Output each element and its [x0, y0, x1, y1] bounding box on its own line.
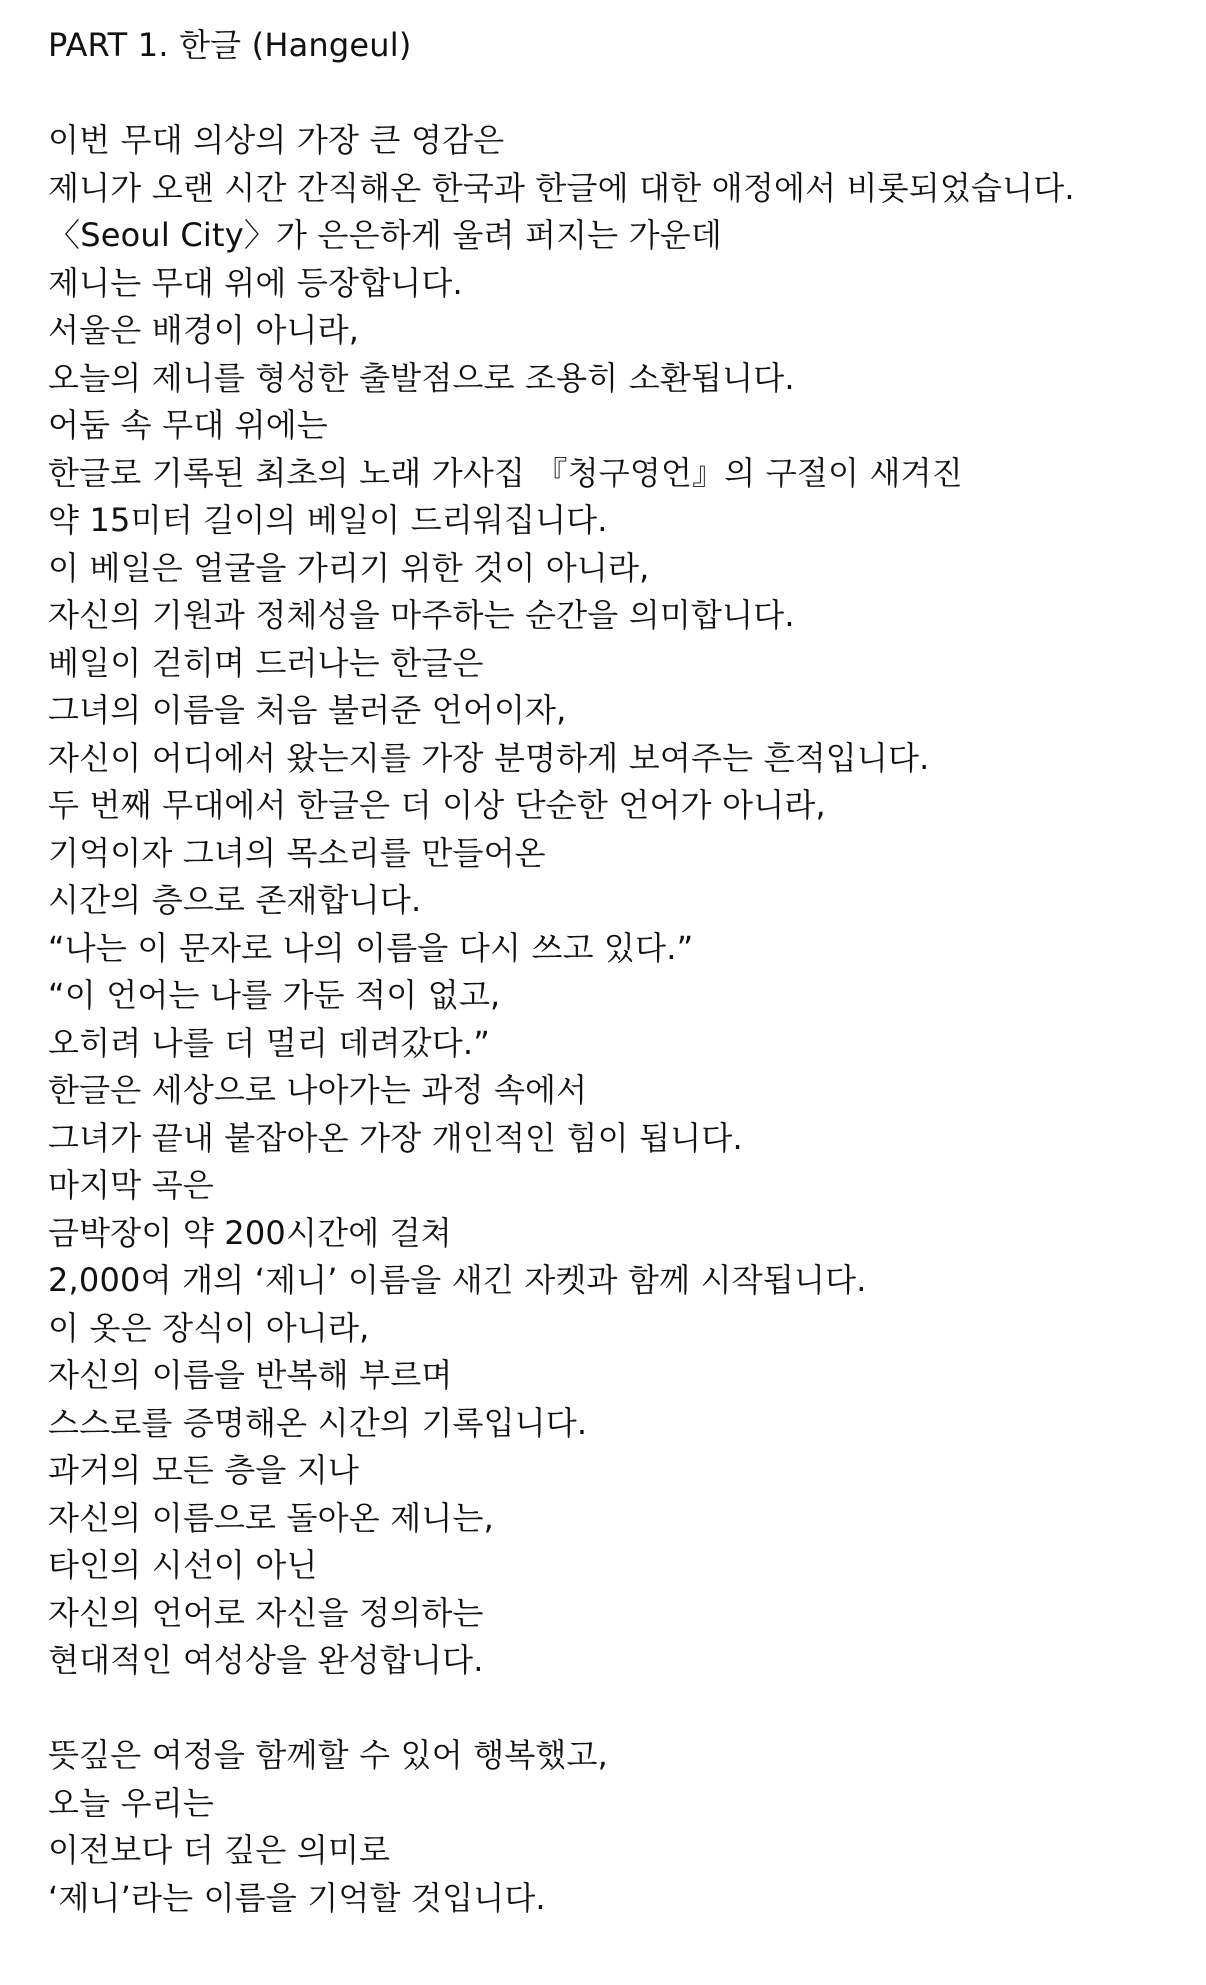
body-line: 베일이 걷히며 드러나는 한글은 [48, 643, 484, 682]
body-line: 금박장이 약 200시간에 걸쳐 [48, 1213, 452, 1252]
body-line: 서울은 배경이 아니라, [48, 311, 360, 349]
closing-line: 오늘 우리는 [48, 1783, 214, 1822]
closing-paragraph [48, 1732, 1168, 1922]
body-line: 자신의 이름으로 돌아온 제니는, [48, 1498, 494, 1537]
body-line: 약 15미터 길이의 베일이 드리워집니다. [48, 501, 608, 539]
paragraph-spacer [48, 1685, 1168, 1733]
body-line: 그녀가 끝내 붙잡아온 가장 개인적인 힘이 됩니다. [48, 1118, 743, 1157]
body-line: 이번 무대 의상의 가장 큰 영감은 [48, 121, 505, 159]
document-title: PART 1. 한글 (Hangeul) [48, 26, 412, 64]
body-line: 현대적인 여성상을 완성합니다. [48, 1641, 484, 1679]
body-line: 자신의 언어로 자신을 정의하는 [48, 1593, 484, 1632]
closing-line: 이전보다 더 깊은 의미로 [48, 1831, 391, 1869]
body-line: 마지막 곡은 [48, 1166, 214, 1204]
body-line: 이 옷은 장식이 아니라, [48, 1308, 370, 1347]
body-line: 과거의 모든 층을 지나 [48, 1451, 360, 1489]
body-paragraph [48, 117, 1168, 1685]
body-line: 자신의 이름을 반복해 부르며 [48, 1356, 453, 1394]
body-line: 한글은 세상으로 나아가는 과정 속에서 [48, 1071, 588, 1109]
quote-line: 오히려 나를 더 멀리 데려갔다.” [48, 1023, 490, 1062]
body-line: 제니는 무대 위에 등장합니다. [48, 263, 463, 302]
body-line: 시간의 층으로 존재합니다. [48, 881, 422, 919]
body-line: 2,000여 개의 ‘제니’ 이름을 새긴 자켓과 함께 시작됩니다. [48, 1261, 867, 1299]
body-line: 한글로 기록된 최초의 노래 가사집 『청구영언』의 구절이 새겨진 [48, 453, 963, 492]
body-line: 오늘의 제니를 형성한 출발점으로 조용히 소환됩니다. [48, 358, 795, 397]
body-line: 이 베일은 얼굴을 가리기 위한 것이 아니라, [48, 548, 650, 587]
body-line: 제니가 오랜 시간 간직해온 한국과 한글에 대한 애정에서 비롯되었습니다. [48, 168, 1075, 207]
body-line: 〈Seoul City〉가 은은하게 울려 퍼지는 가운데 [48, 216, 722, 254]
body-line: 타인의 시선이 아닌 [48, 1546, 318, 1584]
body-line: 두 번째 무대에서 한글은 더 이상 단순한 언어가 아니라, [48, 786, 826, 824]
closing-line: 뜻깊은 여정을 함께할 수 있어 행복했고, [48, 1736, 609, 1774]
body-line: 자신이 어디에서 왔는지를 가장 분명하게 보여주는 흔적입니다. [48, 738, 930, 777]
quote-line: “나는 이 문자로 나의 이름을 다시 쓰고 있다.” [48, 928, 694, 967]
paragraph-spacer [48, 70, 1168, 118]
document-text [48, 22, 1168, 1922]
quote-line: “이 언어는 나를 가둔 적이 없고, [48, 976, 501, 1014]
body-line: 스스로를 증명해온 시간의 기록입니다. [48, 1403, 588, 1442]
closing-line: ‘제니’라는 이름을 기억할 것입니다. [48, 1878, 546, 1917]
body-line: 그녀의 이름을 처음 불러준 언어이자, [48, 691, 567, 729]
body-line: 자신의 기원과 정체성을 마주하는 순간을 의미합니다. [48, 596, 795, 634]
body-line: 기억이자 그녀의 목소리를 만들어온 [48, 833, 546, 872]
body-line: 어둠 속 무대 위에는 [48, 406, 329, 444]
